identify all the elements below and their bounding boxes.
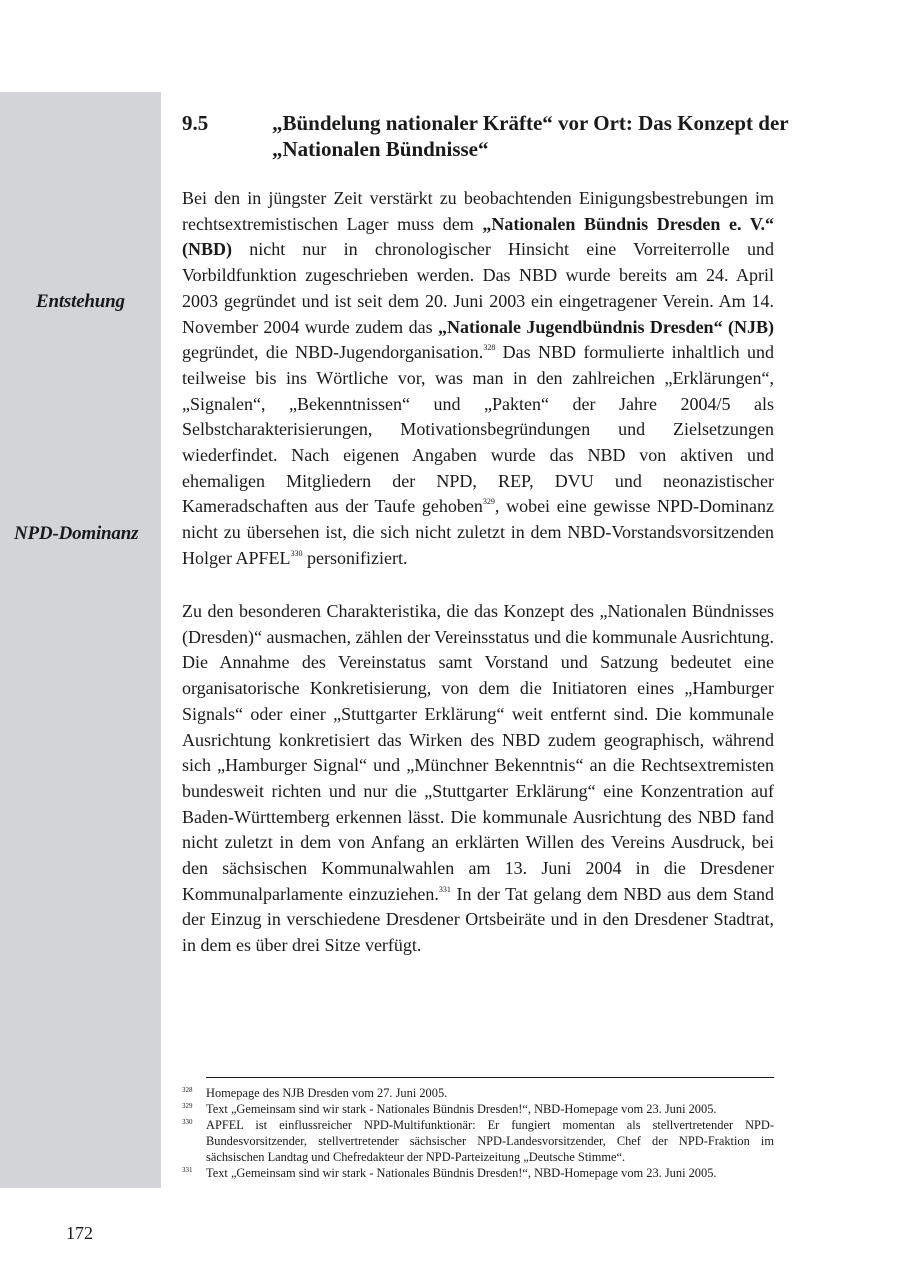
footnote-number: 330 [182, 1118, 193, 1126]
footnote-text: Text „Gemeinsam sind wir stark - Nationales Bündnis Dresden!“, NBD-Homepage vom 23. Juni 2005. [206, 1102, 717, 1116]
text: nicht nur in chronologischer Hinsicht eine Vorreiterrolle und Vorbildfunktion zugeschrieben werden. Das NBD wurde bereits am 24. April 2003 gegründet und ist seit dem 20. Juni 2003 ein eingetragener Verein. Am 14. November 2004 wurde zudem das [182, 239, 774, 337]
text: gegründet, die NBD-Jugendorganisation. [182, 342, 484, 363]
footnote-number: 331 [182, 1166, 193, 1174]
footnote-divider [206, 1077, 774, 1078]
text: Bei den in jüngster Zeit verstärkt zu beobachtenden Einigungsbestrebungen im rechtsextremistischen Lager muss dem [182, 188, 774, 234]
footnote-number: 328 [182, 1086, 193, 1094]
section-number: 9.5 [182, 111, 209, 135]
section-title-line-2: „Nationalen Bündnisse“ [272, 137, 489, 161]
footnote-329 [182, 1101, 774, 1117]
footnote-328 [182, 1085, 774, 1101]
text: Das NBD formulierte inhaltlich und teilweise bis ins Wörtliche vor, was man in den zahlreichen „Erklärungen“, „Signalen“, „Bekenntnissen“ und „Pakten“ der Jahre 2004/5 als Selbstcharakterisierungen, Motivationsbegründungen und Zielsetzungen wiederfindet. Nach eigenen Angaben wurde das NBD von aktiven und ehemaligen Mitgliedern der NPD, REP, DVU und neonazistischer Kameradschaften aus der Taufe gehoben [182, 342, 774, 517]
footnote-331 [182, 1165, 774, 1181]
text: , wobei eine gewisse NPD-Dominanz nicht zu übersehen ist, die sich nicht zuletzt in dem NBD-Vorstandsvorsitzenden Holger APFEL [182, 496, 774, 568]
text: Zu den besonderen Charakteristika, die das Konzept des „Nationalen Bündnisses (Dresden)“ ausmachen, zählen der Vereinsstatus und die kommunale Ausrichtung. Die Annahme des Vereinstatus samt Vorstand und Satzung bedeutet eine organisatorische Konkretisierung, von dem die Initiatoren eines „Hamburger Signals“ oder einer „Stuttgarter Erklärung“ weit entfernt sind. Die kommunale Ausrichtung konkretisiert das Wirken des NBD zudem geographisch, während sich „Hamburger Signal“ und „Münchner Bekenntnis“ an die Rechtsextremisten bundesweit richten und nur die „Stuttgarter Erklärung“ eine Konzentration auf Baden-Württemberg erkennen lässt. Die kommunale Ausrichtung des NBD fand nicht zuletzt in dem von Anfang an erklärten Willen des Vereins Ausdruck, bei den sächsischen Kommunalwahlen am 13. Juni 2004 in die Dresdener Kommunalparlamente einzuziehen. [182, 601, 774, 904]
margin-note-npd-dominanz: NPD-Dominanz [14, 523, 139, 544]
footnote-330 [182, 1117, 774, 1165]
paragraph-1 [182, 186, 774, 572]
footnotes [182, 1085, 774, 1181]
page-number: 172 [66, 1223, 93, 1243]
footnote-text: Text „Gemeinsam sind wir stark - Nationales Bündnis Dresden!“, NBD-Homepage vom 23. Juni 2005. [206, 1166, 717, 1180]
footnote-text: APFEL ist einflussreicher NPD-Multifunktionär: Er fungiert momentan als stellvertretender NPD-Bundesvorsitzender, stellvertretender sächsischer NPD-Landesvorsitzender, Chef der NPD-Fraktion im sächsischen Landtag und Chefredakteur der NPD-Parteizeitung „Deutsche Stimme“. [206, 1118, 774, 1164]
bold-term-njb: „Nationale Jugendbündnis Dresden“ (NJB) [438, 316, 774, 337]
footnote-number: 329 [182, 1102, 193, 1110]
footnote-ref-331[interactable]: 331 [438, 884, 451, 894]
bold-term-nbd: „Nationalen Bündnis Dresden e. V.“ (NBD) [182, 213, 774, 260]
footnote-text: Homepage des NJB Dresden vom 27. Juni 2005. [206, 1086, 448, 1100]
margin-note-entstehung: Entstehung [36, 291, 125, 312]
footnote-ref-328[interactable]: 328 [483, 343, 496, 353]
margin-column [0, 92, 161, 1188]
section-title [272, 110, 792, 162]
paragraph-2 [182, 599, 774, 959]
text: personifiziert. [302, 547, 408, 568]
footnote-ref-330[interactable]: 330 [290, 548, 303, 558]
text: In der Tat gelang dem NBD aus dem Stand der Einzug in verschiedene Dresdener Ortsbeiräte und in den Dresdener Stadtrat, in dem es über drei Sitze verfügt. [182, 883, 774, 956]
footnote-ref-329[interactable]: 329 [482, 497, 495, 507]
section-title-line-1: „Bündelung nationaler Kräfte“ vor Ort: Das Konzept der [272, 111, 789, 135]
